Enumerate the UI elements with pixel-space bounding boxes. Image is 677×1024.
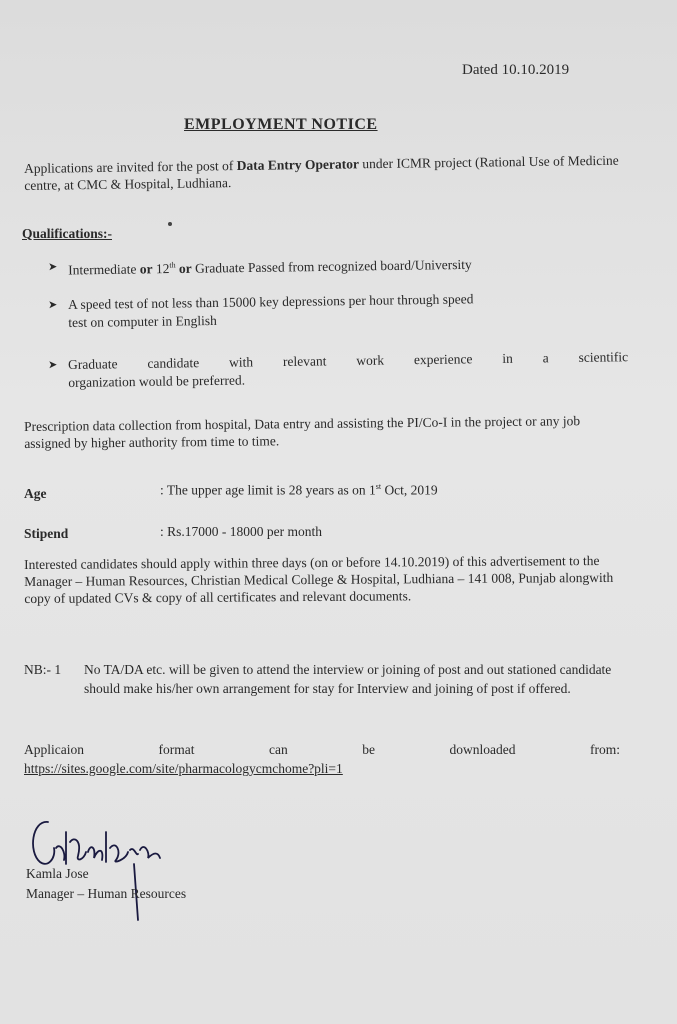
- download-paragraph: [24, 740, 620, 778]
- download-word: format: [158, 742, 195, 757]
- arrow-bullet-icon: ➤: [48, 261, 58, 274]
- application-paragraph: Interested candidates should apply within three days (on or before 14.10.2019) of this advertisement to the Manager – Human Resources, Christian Medical College & Hospital, Ludhiana – 141 008, Punjab alongwith copy of updated CVs & copy of all certificates and relevant documents.: [24, 552, 614, 606]
- qual-3-word: scientific: [578, 349, 629, 365]
- stipend-label: Stipend: [24, 526, 69, 541]
- duties-paragraph: Prescription data collection from hospital, Data entry and assisting the PI/Co-I in the project or any job assigned by higher authority from time to time.: [24, 413, 581, 451]
- intro-text-before: Applications are invited for the post of: [24, 158, 237, 176]
- age-value-text: : The upper age limit is 28 years as on 1: [160, 482, 376, 498]
- stipend-value: : Rs.17000 - 18000 per month: [160, 524, 322, 539]
- nb-text: No TA/DA etc. will be given to attend the interview or joining of post and out stationed candidate should make his/her own arrangement for stay for Interview and joining of post if offered.: [84, 662, 612, 696]
- qual-3-word: relevant: [282, 353, 327, 369]
- qual-3-word: with: [228, 354, 254, 370]
- qual-1-part-a: Intermediate: [68, 261, 140, 278]
- qual-1-sup: th: [169, 260, 176, 270]
- qualification-item-3: [48, 348, 629, 392]
- qual-3-word: candidate: [147, 355, 200, 371]
- qual-2-line-1: A speed test of not less than 15000 key depressions per hour through speed: [68, 291, 474, 312]
- download-word: Applicaion: [24, 742, 84, 757]
- intro-paragraph: [24, 152, 624, 194]
- download-word: can: [269, 742, 288, 757]
- qual-3-word: a: [542, 350, 549, 366]
- download-word: from:: [589, 742, 620, 757]
- qualification-item-1: [48, 250, 628, 279]
- arrow-bullet-icon: ➤: [48, 299, 58, 312]
- stray-mark: [168, 222, 172, 226]
- qual-1-part-b: 12: [152, 261, 170, 277]
- qual-3-word: in: [502, 350, 513, 366]
- age-label: Age: [24, 486, 47, 501]
- qual-3-word: experience: [413, 351, 473, 368]
- qual-3-word: Graduate: [68, 356, 118, 372]
- download-word: be: [362, 742, 375, 757]
- qual-1-or-1: or: [139, 261, 153, 277]
- nb-label: NB:- 1: [24, 662, 62, 677]
- qualification-item-2: [48, 288, 628, 332]
- qual-3-word: work: [356, 352, 385, 368]
- qual-2-line-2: test on computer in English: [68, 312, 217, 330]
- qual-1-or-2: or: [175, 260, 192, 276]
- age-value-sup: st: [375, 482, 382, 491]
- download-line: [24, 740, 620, 759]
- signatory-name: Kamla Jose: [26, 866, 89, 881]
- qual-3-line-2: organization would be preferred.: [68, 372, 246, 390]
- notice-date: Dated 10.10.2019: [462, 62, 570, 78]
- age-value-date: Oct, 2019: [381, 482, 438, 498]
- download-word: downloaded: [449, 742, 516, 757]
- post-name: Data Entry Operator: [236, 156, 360, 174]
- signatory-title: Manager – Human Resources: [26, 886, 187, 901]
- qual-1-part-c: Graduate Passed from recognized board/University: [191, 256, 472, 276]
- age-value: [160, 482, 438, 499]
- arrow-bullet-icon: ➤: [48, 359, 58, 372]
- download-link[interactable]: https://sites.google.com/site/pharmacologycmchome?pli=1: [24, 761, 343, 776]
- notice-title: EMPLOYMENT NOTICE: [184, 116, 378, 133]
- qualifications-heading: Qualifications:-: [22, 226, 112, 241]
- intro-text-after: under ICMR project (Rational Use of Medicine centre, at CMC & Hospital, Ludhiana.: [24, 152, 619, 193]
